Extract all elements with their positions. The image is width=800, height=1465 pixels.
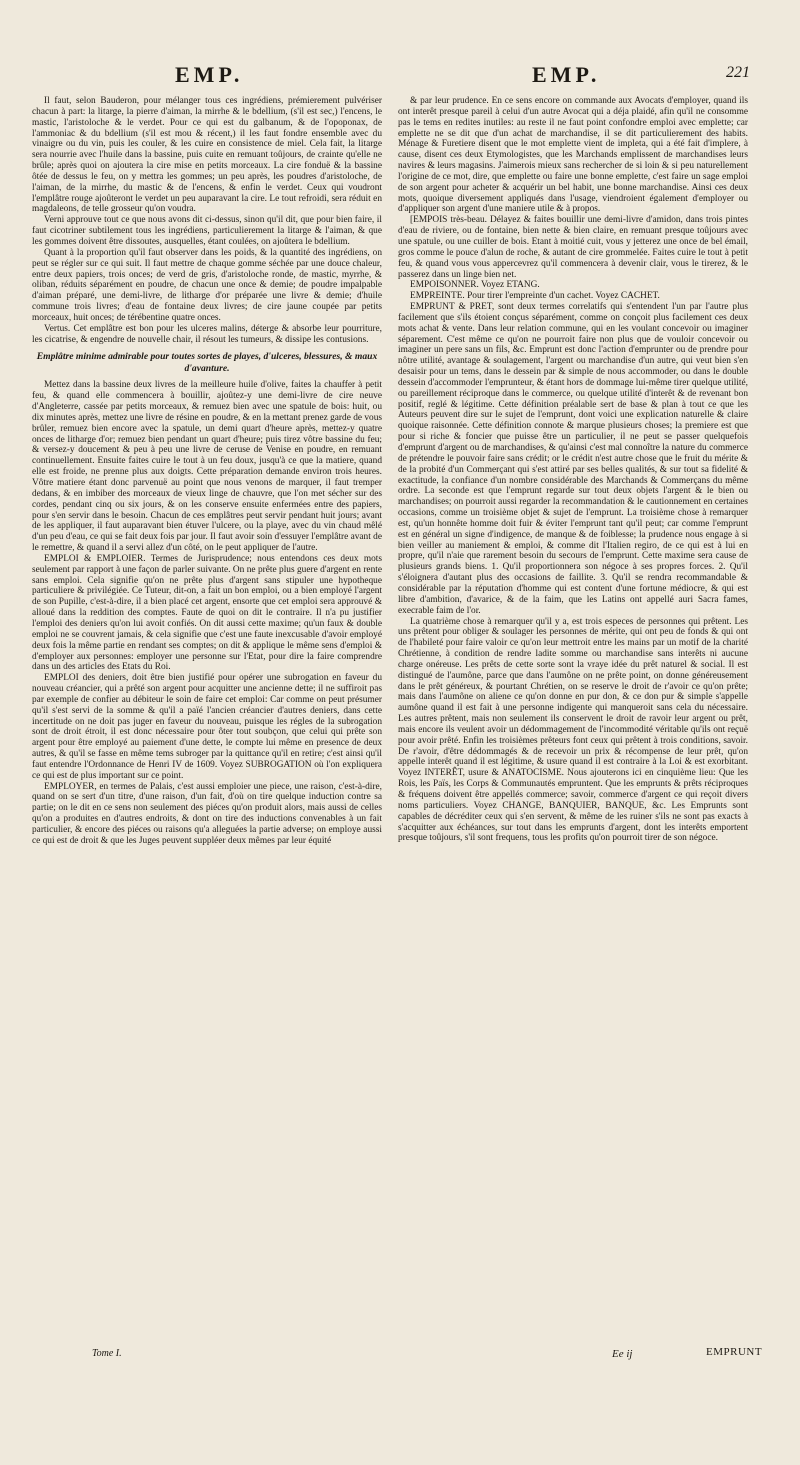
paragraph: [EMPOIS très-beau. Délayez & faites bouillir une demi-livre d'amidon, dans trois pintes d'eau de riviere, ou de fontaine, bien nette & bien claire, en remuant presque toûjours avec une spatule, ou une cuiller de bois. Etant à moitié cuit, vous y jetterez une once de bel émail, gros comme le pouce d'alun de roche, & autant de cire grommelée. Faites cuire le tout à petit feu, & quand vous vous appercevrez qu'il commencera à devenir clair, vous le tirerez, & le passerez dans un linge bien net. bbox=[398, 215, 748, 280]
volume-label: Tome I. bbox=[92, 1348, 122, 1359]
paragraph: & par leur prudence. En ce sens encore on commande aux Avocats d'employer, quand ils ont interêt presque pareil à celui d'un autre Avocat qui a déja plaidé, afin qu'il ne consomme pas le tems en redites inutiles: au reste il ne faut point confondre emploi avec emplette; car emplette ne se dit que d'un achat de marchandise, il se dit particulierement des habits. Ménage & Furetiere disent que le mot emplette vient de impleta, qui a été fait d'implere, à cause, disent ces deux Etymologistes, que les Marchands emplissent de marchandises leurs navires & leurs magasins. J'aimerois mieux sans rechercher de si loin & si peu naturellement l'origine de ce mot, dire, que emplette ou faire une bonne emplette, c'est faire un sage emploi de son argent pour acheter & acquérir un bel habit, une bonne marchandise. Ainsi ces deux mots, quoique diversement appliqués dans l'usage, viendroient également d'employer ou d'appliquer son argent d'une maniere utile & à propos. bbox=[398, 96, 748, 215]
paragraph: La quatrième chose à remarquer qu'il y a, est trois especes de personnes qui prêtent. Les uns prêtent pour obliger & soulager les personnes de mérite, qui ont peu de fonds & qui ont de l'habileté pour faire valoir ce qu'on leur mettroit entre les mains par un motif de la charité Chrétienne, à condition de rendre ladite somme ou marchandise sans interêts ni aucune charge onéreuse. Les prêts de cette sorte sont la vraye idée du prêt naturel & social. Il est distingué de l'aumône, parce que dans l'aumône on ne prête point, on donne généreusement dans le prêt généreux, & pourtant Chrétien, on se reserve le droit de r'avoir ce qu'on prête; mais dans l'aumône on aliene ce qu'on donne en pur don, & ce don pur & simple s'appelle aumône quand il est fait à une personne indigente qui manqueroit sans cela du nécessaire. Les autres prêtent, mais non seulement ils conservent le droit de ravoir leur argent ou prêt, mais encore ils veulent avoir un dédommagement de l'incommodité véritable qu'ils ont reçuë pour avoir prêté. Enfin les troisièmes prêteurs font ceux qui prêtent à trois conditions, savoir. De r'avoir, d'être dédommagés & de recevoir un prix & récompense de leur prêt, qu'on appelle interêt quand il est légitime, & usure quand il est contraire à la Loi & est exorbitant. Voyez INTERÊT, usure & ANATOCISME. Nous ajouterons ici en cinquième lieu: Que les Rois, les Païs, les Corps & Communautés empruntent. Que les emprunts & prêts réciproques & fréquens doivent être appellés commerce; savoir, commerce d'argent ce qui reçoit divers noms particuliers. Voyez CHANGE, BANQUIER, BANQUE, &c. Les Emprunts sont capables de décréditer ceux qui s'en servent, & même de les ruiner s'ils ne sont pas exacts à s'acquitter aux échéances, sur tout dans les emprunts d'argent, dont les interêts emportent presque toûjours, s'il sont frequens, tous les profits qu'on pourroit tirer de son négoce. bbox=[398, 616, 748, 844]
paragraph: EMPRUNT & PRET, sont deux termes correlatifs qui s'entendent l'un par l'autre plus facilement que s'ils étoient conçus séparément, comme on conçoit plus facilement ces deux mots achat & vente. Dans leur relation commune, qui en les voulant concevoir ou imaginer séparement. C'est même ce qu'on ne pourroit faire non plus que de vouloir concevoir ou imaginer un pere sans un fils, &c. Emprunt est donc l'action d'emprunter ou de prendre pour nôtre utilité, avantage & soulagement, l'argent ou marchandise d'un autre, qui veut bien s'en desaisir pour un tems, dans le dessein par & simple de nous accommoder, ou dans le double dessein d'accommoder l'emprunteur, & étant hors de dommage lui-même tirer quelque utilité, ou pareillement réciproque dans le commerce, ou quelque utilité d'interêt & de revenant bon positif, reglé & légitime. Cette définition préalable sert de base & plan à tout ce que les Auteurs peuvent dire sur le sujet de l'emprunt, dont voici une explication naturelle & claire quoique raisonnée. Cette définition connote & marque plusieurs choses; la premiere est que pour si riche & foncier que puisse être un particulier, il ne peut se passer quelquefois d'emprunt d'argent ou de marchandises, & qu'ainsi c'est mal connoître la nature du commerce de prétendre le pouvoir faire sans crédit; or le crédit n'est autre chose que le fruit du mérite & de la probité d'un Commerçant qui s'est attiré par ses belles qualités, & sur tout sa fidelité & exactitude, la confiance d'un nombre considérable des Marchands & Commerçans du même ordre. La seconde est que l'emprunt regarde sur tout deux objets l'argent & le bien ou marchandises; on pourroit aussi regarder la recommandation & le cautionnement en certaines occasions, comme un troisième objet & sujet de l'emprunt. La troisième chose à remarquer est, qu'un honnête homme doit fuir & éviter l'emprunt tant qu'il peut; car comme l'emprunt est en général un signe d'indigence, de manque & de foiblesse; la prudence nous engage à si bien veiller au maniement & emploi, & comme dit l'Italien regiro, de ce qui est à lui en propre, qu'il n'aie que rarement besoin du secours de l'emprunt. Cette maxime sera cause de plusieurs grands biens. 1. Qu'il proportionnera son négoce à ses propres forces. 2. Qu'il s'éloignera d'autant plus des occasions de faillite. 3. Qu'il se rendra recommandable & considérable par la réputation d'homme qui est content d'une fortune médiocre, & qui est libre d'ambition, d'avarice, & de la faim, que les Latins ont appellé auri Sacra fames, execrable faim de l'or. bbox=[398, 302, 748, 616]
paragraph: EMPOISONNER. Voyez ETANG. bbox=[410, 280, 540, 291]
running-head-left: EMP. bbox=[175, 62, 244, 87]
catchword: EMPRUNT bbox=[706, 1346, 763, 1358]
paragraph: EMPLOI des deniers, doit être bien justifié pour opérer une subrogation en faveur du nouveau créancier, qui a prêté son argent pour acquitter une ancienne dette; il ne suffiroit pas par exemple de confier au débiteur le soin de faire cet emploi: Car comme on peut présumer qu'il s'est servi de la somme & qu'il a païé l'ancien créancier d'autres deniers, dans cette incertitude on ne doit pas juger en faveur du nouveau, puisque les régles de la subrogation sont de droit étroit, il est donc nécessaire pour ôter tout soubçon, que celui qui prête son argent pour être employé au paiement d'une dette, le compte lui même en presence de deux autres, & qu'il se fasse en même tems subroger par la quittance qu'il en retire; c'est ainsi qu'il faut entendre l'Ordonnance de Henri IV de 1609. Voyez SUBROGATION où l'on expliquera ce qui est de plus important sur ce point. bbox=[32, 673, 382, 781]
paragraph: EMPREINTE. Pour tirer l'empreinte d'un cachet. Voyez CACHET. bbox=[410, 291, 660, 302]
paragraph: Vertus. Cet emplâtre est bon pour les ulceres malins, déterge & absorbe leur pourriture, les cicatrise, & engendre de nouvelle chair, il résout les tumeurs, & dissipe les contusions. bbox=[32, 323, 382, 345]
paragraph: EMPLOYER, en termes de Palais, c'est aussi emploier une piece, une raison, c'est-à-dire, quand on se sert d'un titre, d'une raison, d'un fait, d'où on tire quelque induction contre sa partie; on le dit en ce sens non seulement des piéces qu'on produit alors, mais aussi de celles qu'on a produites en d'autres endroits, & dont on tire des inductions convenables à un fait particulier, & encore des piéces ou raisons qu'a alleguées la partie adverse; on employe aussi ce qui est de droit & que les Juges peuvent suppléer deux mêmes par leur équité bbox=[32, 781, 382, 846]
left-column bbox=[32, 96, 382, 847]
paragraph: EMPLOI & EMPLOIER. Termes de Jurisprudence; nous entendons ces deux mots seulement par rapport à une façon de parler suivante. On ne prête plus guere d'argent en rente sans emploi. Cela signifie qu'on ne prête plus d'argent sans stipuler une hypotheque particuliere & privilégiée. Ce Tuteur, dit-on, a fait un bon emploi, ou a bien employé l'argent de son Pupille, c'est-à-dire, il a bien placé cet argent, ensorte que cet emploi sera approuvé & alloué dans la reddition des comptes. Faute de quoi on dit le contraire. Il n'a pu justifier l'emploi des deniers qu'on lui avoit confiés. On dit aussi cette maxime; qu'un faux & double emploi ne se couvrent jamais, & cela signifie que c'est une faute inexcusable d'avoir employé deux fois la même partie en rendant ses comptes; on dit & applique le même sens d'emploi & d'employer aux personnes: employer une personne sur l'Etat, pour dire la faire comprendre dans un des articles des Etats du Roi. bbox=[32, 553, 382, 673]
running-head-right: EMP. bbox=[532, 62, 601, 87]
paragraph: Il faut, selon Bauderon, pour mélanger tous ces ingrédiens, prémierement pulvériser chacun à part: la litarge, la pierre d'aiman, la mirrhe & le bdellium, (s'il est sec,) l'encens, le mastic, l'aristoloche & le verdet. Pour ce qui est du galbanum, & de l'opoponax, de l'ammoniac & du bdellium (s'il est mou & récent,) il les faut fondre ensemble avec du vinaigre ou du vin, puis les couler, & les cuire en consistence de miel. Cela fait, la litarge sera nourrie avec l'huile dans la bassine, puis cuite en remuant toûjours, de crainte qu'elle ne brûle; après quoi on ajoutera la cire mise en petits morceaux. La cire fonduë & la bassine ôtée de dessus le feu, on y mettra les gommes; un peu après, les poudres d'aristoloche, de l'aiman, de la mirrhe, du mastic & de l'encens, & enfin le verdet. Ceux qui voudront l'emplâtre rouge ajoûteront le verdet un peu auparavant la cire. Le tout refroidi, sera réduit en magdaleons, de telle grosseur qu'on voudra. bbox=[32, 96, 382, 215]
page-number: 221 bbox=[726, 64, 750, 81]
signature-mark: Ee ij bbox=[612, 1348, 633, 1360]
right-column bbox=[398, 96, 748, 844]
section-heading: Emplâtre minime admirable pour toutes sortes de playes, d'ulceres, blessures, & maux d'avanture. bbox=[36, 351, 378, 374]
paragraph: Quant à la proportion qu'il faut observer dans les poids, & la quantité des ingrédiens, on peut se régler sur ce qui suit. Il faut mettre de chaque gomme séchée par une douce chaleur, entre deux papiers, trois onces; de verd de gris, d'aristoloche ronde, de mastic, myrrhe, & oliban, réduits séparément en poudre, de chacun une once & demie; de poudre impalpable d'aiman préparé, une demi-livre, de litharge d'or préparée une livre & demie; d'huile commune trois livres; d'eau de fontaine deux livres; de cire jaune coupée par petits morceaux, huit onces; de térébentine quatre onces. bbox=[32, 247, 382, 323]
paragraph: Mettez dans la bassine deux livres de la meilleure huile d'olive, faites la chauffer à petit feu, & quand elle commencera à bouillir, ajoûtez-y une demi-livre de cire neuve d'Angleterre, cassée par petits morceaux, & remuez bien avec une spatule de bois: huit, ou dix minutes après, mettez une livre de résine en poudre, & en la mettant prenez garde de vous brûler, remuez bien encore avec la spatule, un demi quart d'heure après, mettez-y quatre onces de litharge d'or; remuez bien pendant un quart d'heure; puis tirez vôtre bassine du feu; & versez-y doucement & peu à peu une livre de ceruse de Venise en poudre, en remuant continuellement. Ensuite faites cuire le tout à un feu doux, jusqu'à ce que la matiere, quand elle est froide, ne prenne plus aux doigts. Cette préparation demande environ trois heures. Vôtre matiere étant donc parvenuë au point que nous venons de marquer, il faut tremper dedans, & en imbiber des morceaux de vieux linge de chauvre, que l'on met sécher sur des cordes, pendant cinq ou six jours, & on les conserve ensuite enfermées entre des papiers, pour s'en servir dans le besoin. Chacun de ces emplâtres peut servir pendant huit jours; avant de les appliquer, il faut auparavant bien étuver l'ulcere, ou la playe, avec du vin chaud mêlé d'un peu d'eau, ce qui se fait deux fois par jour. Il faut avoir soin d'essuyer l'emplâtre avant de le remettre, & quand il a servi allez d'un côté, on le peut appliquer de l'autre. bbox=[32, 380, 383, 554]
paragraph: Verni approuve tout ce que nous avons dit ci-dessus, sinon qu'il dit, que pour bien faire, il faut cicotriner subtilement tous les ingrédiens, particulierement la litarge & l'aiman, & que les gommes doivent être dissoutes, ausquelles, étant coulées, on ajoûtera le bdellium. bbox=[32, 215, 382, 247]
